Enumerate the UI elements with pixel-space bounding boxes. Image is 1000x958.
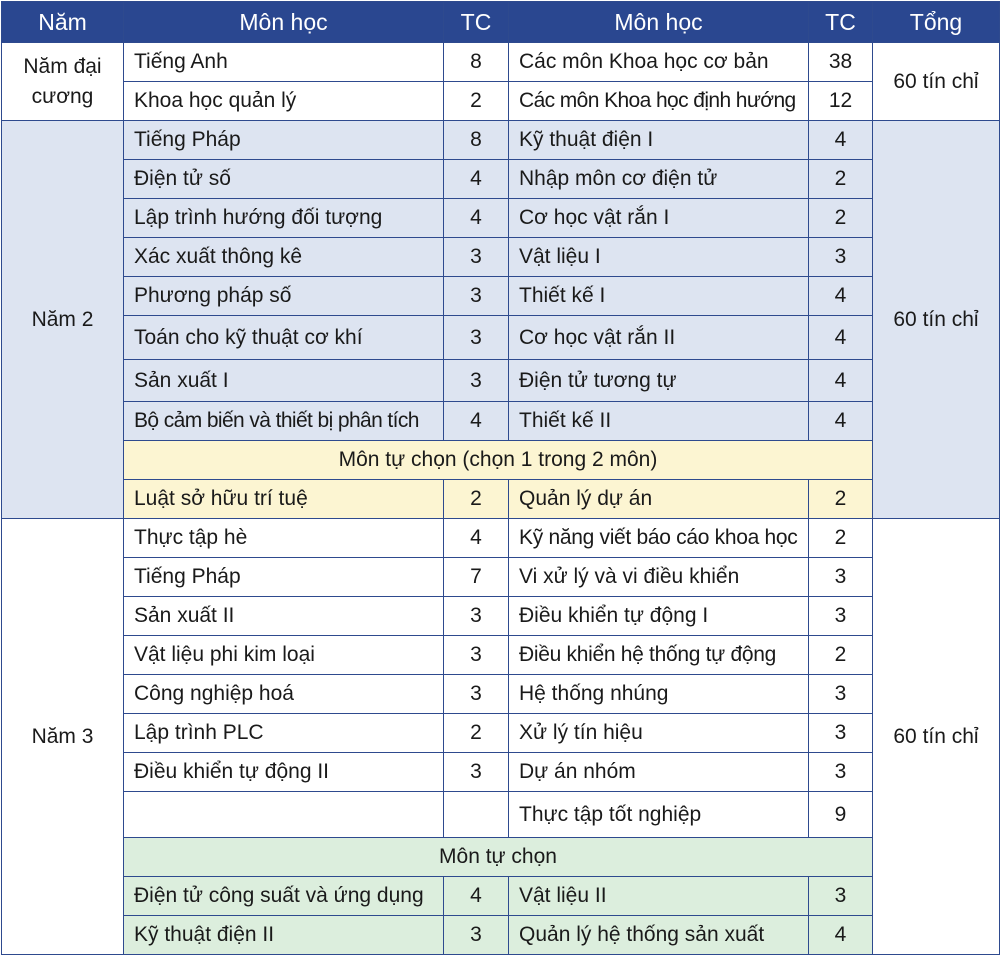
credit-cell: 9 <box>809 792 873 838</box>
credit-cell: 2 <box>444 480 509 519</box>
subject-cell: Tiếng Pháp <box>124 558 444 597</box>
subject-cell: Lập trình hướng đối tượng <box>124 199 444 238</box>
subject-cell: Thực tập tốt nghiệp <box>509 792 809 838</box>
subject-cell: Cơ học vật rắn II <box>509 316 809 360</box>
credit-cell: 3 <box>444 597 509 636</box>
year-cell: Năm 2 <box>2 121 124 519</box>
header-tc-1: TC <box>444 2 509 43</box>
credit-cell: 2 <box>809 199 873 238</box>
year-cell: Năm 3 <box>2 519 124 955</box>
subject-cell: Vi xử lý và vi điều khiển <box>509 558 809 597</box>
elective-title: Môn tự chọn <box>124 838 873 877</box>
subject-cell: Cơ học vật rắn I <box>509 199 809 238</box>
subject-cell: Vật liệu I <box>509 238 809 277</box>
subject-cell: Điều khiển tự động I <box>509 597 809 636</box>
credit-cell: 3 <box>444 360 509 402</box>
credit-cell: 3 <box>444 238 509 277</box>
table-row <box>2 558 1000 597</box>
subject-cell: Vật liệu phi kim loại <box>124 636 444 675</box>
header-row <box>2 2 1000 43</box>
credit-cell: 4 <box>809 121 873 160</box>
credit-cell: 8 <box>444 43 509 82</box>
table-row <box>2 753 1000 792</box>
subject-cell: Điều khiển hệ thống tự động <box>509 636 809 675</box>
credit-cell: 3 <box>444 916 509 955</box>
subject-cell: Các môn Khoa học cơ bản <box>509 43 809 82</box>
subject-cell: Sản xuất II <box>124 597 444 636</box>
table-row <box>2 714 1000 753</box>
credit-cell: 2 <box>809 480 873 519</box>
subject-cell <box>124 792 444 838</box>
elective-title: Môn tự chọn (chọn 1 trong 2 môn) <box>124 441 873 480</box>
total-cell: 60 tín chỉ <box>873 519 1000 955</box>
credit-cell: 2 <box>809 519 873 558</box>
subject-cell: Điện tử số <box>124 160 444 199</box>
elective-header-row <box>2 441 1000 480</box>
subject-cell: Nhập môn cơ điện tử <box>509 160 809 199</box>
subject-cell: Tiếng Anh <box>124 43 444 82</box>
subject-cell: Sản xuất I <box>124 360 444 402</box>
table-row <box>2 675 1000 714</box>
credit-cell: 4 <box>444 402 509 441</box>
credit-cell: 3 <box>809 675 873 714</box>
subject-cell: Lập trình PLC <box>124 714 444 753</box>
table-row <box>2 43 1000 82</box>
subject-cell: Tiếng Pháp <box>124 121 444 160</box>
table-row <box>2 199 1000 238</box>
subject-cell: Quản lý dự án <box>509 480 809 519</box>
subject-cell: Điện tử tương tự <box>509 360 809 402</box>
credit-cell: 4 <box>809 277 873 316</box>
subject-cell: Quản lý hệ thống sản xuất <box>509 916 809 955</box>
table-row <box>2 316 1000 360</box>
table-row <box>2 402 1000 441</box>
table-row <box>2 121 1000 160</box>
subject-cell: Điều khiển tự động II <box>124 753 444 792</box>
subject-cell: Toán cho kỹ thuật cơ khí <box>124 316 444 360</box>
year-cell: Năm đại cương <box>2 43 124 121</box>
subject-cell: Xử lý tín hiệu <box>509 714 809 753</box>
credit-cell: 4 <box>809 916 873 955</box>
subject-cell: Khoa học quản lý <box>124 82 444 121</box>
header-total: Tổng <box>873 2 1000 43</box>
subject-cell: Luật sở hữu trí tuệ <box>124 480 444 519</box>
credit-cell: 4 <box>444 199 509 238</box>
subject-cell: Thiết kế II <box>509 402 809 441</box>
table-row <box>2 792 1000 838</box>
credit-cell: 4 <box>809 316 873 360</box>
table-row <box>2 877 1000 916</box>
table-row <box>2 597 1000 636</box>
subject-cell: Xác xuất thông kê <box>124 238 444 277</box>
credit-cell: 4 <box>444 519 509 558</box>
table-row <box>2 916 1000 955</box>
credit-cell: 3 <box>809 238 873 277</box>
credit-cell: 3 <box>809 877 873 916</box>
credit-cell: 3 <box>809 753 873 792</box>
credit-cell: 2 <box>809 636 873 675</box>
subject-cell: Công nghiệp hoá <box>124 675 444 714</box>
subject-cell: Các môn Khoa học định hướng <box>509 82 809 121</box>
credit-cell: 2 <box>809 160 873 199</box>
total-cell: 60 tín chỉ <box>873 121 1000 519</box>
total-cell: 60 tín chỉ <box>873 43 1000 121</box>
elective-header-row <box>2 838 1000 877</box>
subject-cell: Phương pháp số <box>124 277 444 316</box>
credit-cell: 4 <box>809 402 873 441</box>
table-row <box>2 519 1000 558</box>
subject-cell: Kỹ thuật điện I <box>509 121 809 160</box>
header-subject-1: Môn học <box>124 2 444 43</box>
table-row <box>2 480 1000 519</box>
credit-cell: 8 <box>444 121 509 160</box>
credit-cell: 3 <box>444 753 509 792</box>
credit-cell <box>444 792 509 838</box>
credit-cell: 3 <box>809 597 873 636</box>
curriculum-table <box>1 1 1000 955</box>
credit-cell: 4 <box>444 877 509 916</box>
subject-cell: Dự án nhóm <box>509 753 809 792</box>
credit-cell: 3 <box>444 636 509 675</box>
subject-cell: Hệ thống nhúng <box>509 675 809 714</box>
credit-cell: 2 <box>444 714 509 753</box>
table-row <box>2 636 1000 675</box>
subject-cell: Thiết kế I <box>509 277 809 316</box>
credit-cell: 3 <box>809 714 873 753</box>
table-row <box>2 277 1000 316</box>
subject-cell: Kỹ năng viết báo cáo khoa học <box>509 519 809 558</box>
credit-cell: 12 <box>809 82 873 121</box>
table-row <box>2 82 1000 121</box>
header-subject-2: Môn học <box>509 2 809 43</box>
credit-cell: 3 <box>444 277 509 316</box>
header-year: Năm <box>2 2 124 43</box>
credit-cell: 3 <box>444 675 509 714</box>
credit-cell: 4 <box>444 160 509 199</box>
subject-cell: Thực tập hè <box>124 519 444 558</box>
credit-cell: 2 <box>444 82 509 121</box>
credit-cell: 38 <box>809 43 873 82</box>
credit-cell: 3 <box>809 558 873 597</box>
subject-cell: Kỹ thuật điện II <box>124 916 444 955</box>
subject-cell: Điện tử công suất và ứng dụng <box>124 877 444 916</box>
table-row <box>2 160 1000 199</box>
header-tc-2: TC <box>809 2 873 43</box>
table-row <box>2 360 1000 402</box>
subject-cell: Bộ cảm biến và thiết bị phân tích <box>124 402 444 441</box>
credit-cell: 7 <box>444 558 509 597</box>
credit-cell: 3 <box>444 316 509 360</box>
table-row <box>2 238 1000 277</box>
credit-cell: 4 <box>809 360 873 402</box>
subject-cell: Vật liệu II <box>509 877 809 916</box>
